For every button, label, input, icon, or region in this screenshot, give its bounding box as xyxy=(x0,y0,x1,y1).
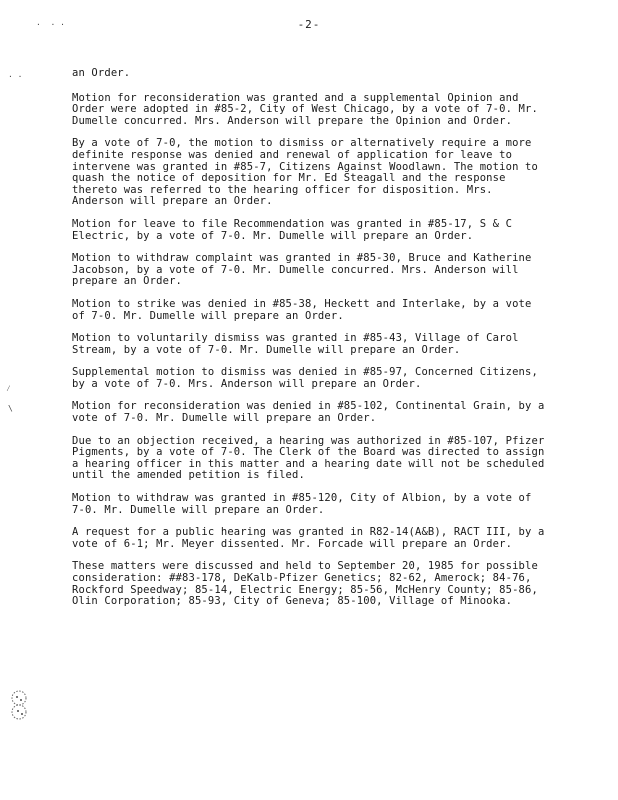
scan-speck: · · xyxy=(8,72,23,81)
scan-speck: ⁄ xyxy=(6,384,11,393)
page-number: -2- xyxy=(297,18,321,31)
paragraph: Motion to withdraw complaint was granted in #85-30, Bruce and Katherine Jacobson, by a vote of 7-0. Mr. Dumelle concurred. Mrs. Anderson will prepare an Order. xyxy=(72,252,532,288)
paragraph: Supplemental motion to dismiss was denied in #85-97, Concerned Citizens, by a vote of 7-0. Mrs. Anderson will prepare an Order. xyxy=(72,366,538,390)
paragraph: These matters were discussed and held to September 20, 1985 for possible consideration: ##83-178, DeKalb-Pfizer Genetics; 82-62, Amerock; 84-76, Rockford Speedway; 85-14, Electric Energy; 85-56, McHenry County; 85-86, Olin Corporation; 85-93, City of Geneva; 85-100, Village of Minooka. xyxy=(72,560,538,608)
paragraph: A request for a public hearing was granted in R82-14(A&B), RACT III, by a vote of 6-1; Mr. Meyer dissented. Mr. Forcade will prepare an Order. xyxy=(72,526,545,550)
paragraph: Due to an objection received, a hearing was authorized in #85-107, Pfizer Pigments, by a vote of 7-0. The Clerk of the Board was directed to assign a hearing officer in this matter and a hearing date will not be scheduled until the amended petition is filed. xyxy=(72,434,545,482)
paragraph: By a vote of 7-0, the motion to dismiss or alternatively require a more definite response was denied and renewal of application for leave to intervene was granted in #85-7, Citizens Against Woodlawn. The motion to quash the notice of deposition for Mr. Ed Steagall and the response thereto was referred to the hearing officer for disposition. Mrs. Anderson will prepare an Order. xyxy=(72,137,538,208)
paragraph: Motion to withdraw was granted in #85-120, City of Albion, by a vote of 7-0. Mr. Dumelle will prepare an Order. xyxy=(72,492,532,516)
stamp-mark xyxy=(6,688,32,722)
paragraph: Motion to strike was denied in #85-38, Heckett and Interlake, by a vote of 7-0. Mr. Dumelle will prepare an Order. xyxy=(72,297,532,322)
document-body xyxy=(72,68,548,619)
paragraph: Motion for reconsideration was granted and a supplemental Opinion and Order were adopted in #85-2, City of West Chicago, by a vote of 7-0. Mr. Dumelle concurred. Mrs. Anderson will prepare the Opinion and Order. xyxy=(72,91,538,127)
paragraph: Motion for leave to file Recommendation was granted in #85-17, S & C Electric, by a vote of 7-0. Mr. Dumelle will prepare an Order. xyxy=(72,217,513,242)
paragraph: Motion to voluntarily dismiss was granted in #85-43, Village of Carol Stream, by a vote of 7-0. Mr. Dumelle will prepare an Order. xyxy=(72,332,519,356)
paragraph: Motion for reconsideration was denied in #85-102, Continental Grain, by a vote of 7-0. Mr. Dumelle will prepare an Order. xyxy=(72,400,545,425)
scan-speck: \ xyxy=(8,404,13,413)
paragraph: an Order. xyxy=(72,67,131,79)
scan-speck: · · · xyxy=(36,20,65,29)
